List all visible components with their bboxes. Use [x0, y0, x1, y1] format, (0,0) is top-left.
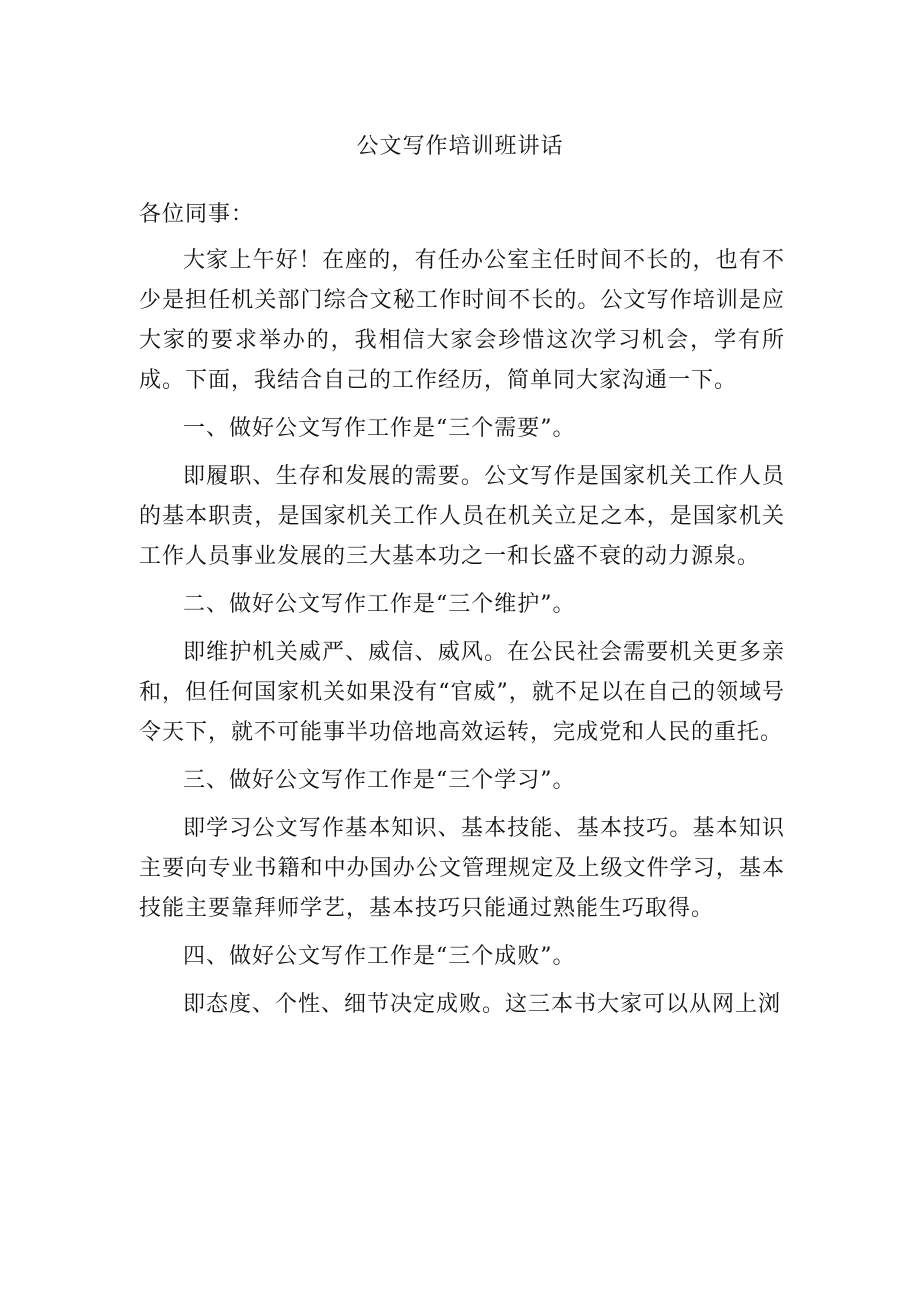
- heading-section-2: 二、做好公文写作工作是“三个维护”。: [183, 592, 576, 617]
- salutation: 各位同事：: [139, 202, 255, 227]
- heading-section-4: 四、做好公文写作工作是“三个成败”。: [183, 944, 576, 969]
- paragraph-section-1: 即履职、生存和发展的需要。公文写作是国家机关工作人员的基本职责，是国家机关工作人员在机关立足之本，是国家机关工作人员事业发展的三大基本功之一和长盛不衰的动力源泉。: [139, 464, 785, 569]
- document-title: 公文写作培训班讲话: [356, 134, 564, 159]
- paragraph-section-3: 即学习公文写作基本知识、基本技能、基本技巧。基本知识主要向专业书籍和中办国办公文管理规定及上级文件学习，基本技能主要靠拜师学艺，基本技巧只能通过熟能生巧取得。: [139, 816, 785, 921]
- paragraph-greeting: 大家上午好！在座的，有任办公室主任时间不长的，也有不少是担任机关部门综合文秘工作时间不长的。公文写作培训是应大家的要求举办的，我相信大家会珍惜这次学习机会，学有所成。下面，我结合自己的工作经历，简单同大家沟通一下。: [139, 248, 785, 393]
- paragraph-section-2: 即维护机关威严、威信、威风。在公民社会需要机关更多亲和，但任何国家机关如果没有“官威”，就不足以在自己的领域号令天下，就不可能事半功倍地高效运转，完成党和人民的重托。: [139, 640, 785, 745]
- paragraph-section-4: 即态度、个性、细节决定成败。这三本书大家可以从网上浏: [183, 992, 782, 1017]
- heading-section-1: 一、做好公文写作工作是“三个需要”。: [183, 416, 576, 441]
- heading-section-3: 三、做好公文写作工作是“三个学习”。: [183, 768, 576, 793]
- document-body: [139, 195, 785, 1033]
